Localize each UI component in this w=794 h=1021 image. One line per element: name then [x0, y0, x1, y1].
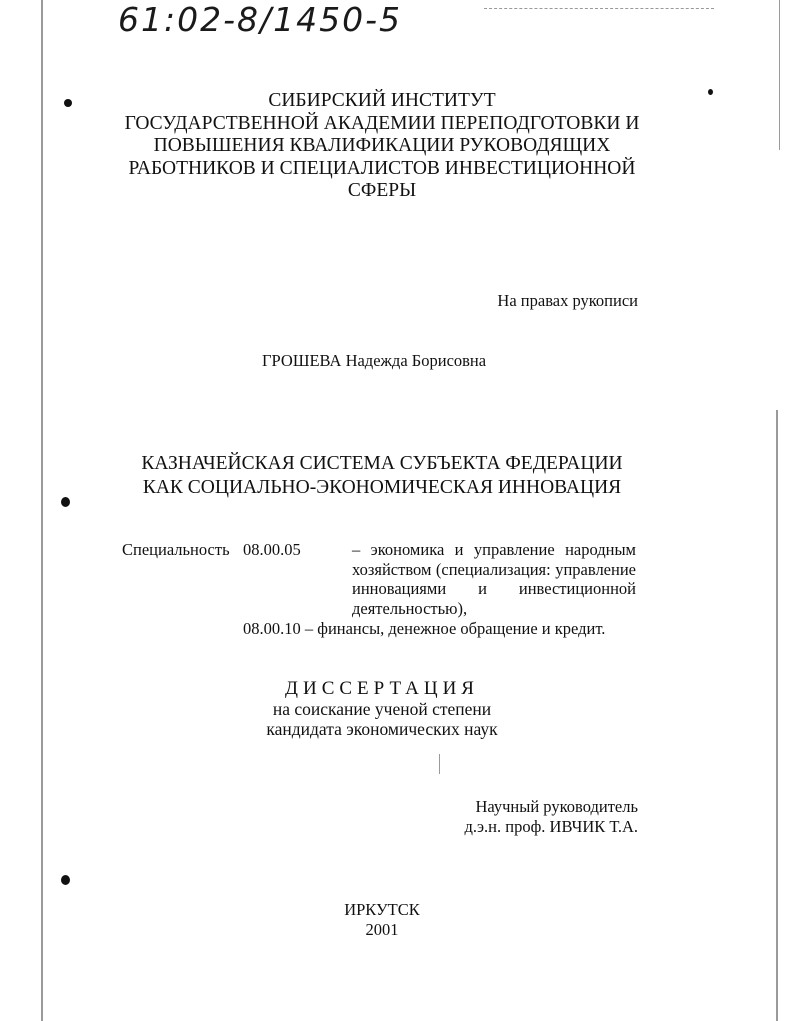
city: ИРКУТСК — [344, 900, 420, 919]
institution-line: ГОСУДАРСТВЕННОЙ АКАДЕМИИ ПЕРЕПОДГОТОВКИ И — [124, 112, 640, 134]
advisor-block — [464, 797, 638, 837]
degree-line: на соискание ученой степени — [272, 699, 492, 719]
scan-dot — [61, 875, 70, 885]
degree-block — [0, 679, 764, 739]
scan-edge-line-top — [779, 0, 780, 150]
advisor-label: Научный руководитель — [475, 797, 638, 816]
specialty-label: Специальность — [122, 540, 230, 559]
catalog-number: 61:02-8/1450-5 — [118, 0, 403, 39]
specialty-code: 08.00.05 — [243, 540, 301, 559]
title-line: КАК СОЦИАЛЬНО-ЭКОНОМИЧЕСКАЯ ИННОВАЦИЯ — [142, 477, 622, 498]
year: 2001 — [365, 920, 399, 939]
specialty-second: 08.00.10 – финансы, денежное обращение и кредит. — [243, 619, 606, 638]
institution-line: СИБИРСКИЙ ИНСТИТУТ — [268, 90, 496, 111]
dissertation-title — [0, 452, 764, 500]
author-name: ГРОШЕВА Надежда Борисовна — [262, 351, 487, 370]
manuscript-rights: На правах рукописи — [497, 291, 638, 310]
degree-line: кандидата экономических наук — [266, 719, 498, 739]
dissertation-heading: ДИССЕРТАЦИЯ — [285, 678, 479, 699]
institution-line: РАБОТНИКОВ И СПЕЦИАЛИСТОВ ИНВЕСТИЦИОННОЙ — [128, 157, 636, 179]
scan-edge-line-right — [776, 410, 778, 1021]
title-line: КАЗНАЧЕЙСКАЯ СИСТЕМА СУБЪЕКТА ФЕДЕРАЦИИ — [141, 453, 623, 474]
place-and-year — [0, 900, 764, 940]
institution-name — [0, 90, 764, 203]
advisor-name: д.э.н. проф. ИВЧИК Т.А. — [464, 817, 638, 836]
catalog-rule — [484, 8, 714, 9]
specialty-description: – экономика и управление народным хозяйством (специализация: управление инновациями и инвестиционной деятельностью), — [352, 540, 636, 618]
institution-line: ПОВЫШЕНИЯ КВАЛИФИКАЦИИ РУКОВОДЯЩИХ — [153, 135, 611, 156]
institution-line: СФЕРЫ — [347, 180, 417, 201]
scan-mark — [439, 754, 440, 774]
